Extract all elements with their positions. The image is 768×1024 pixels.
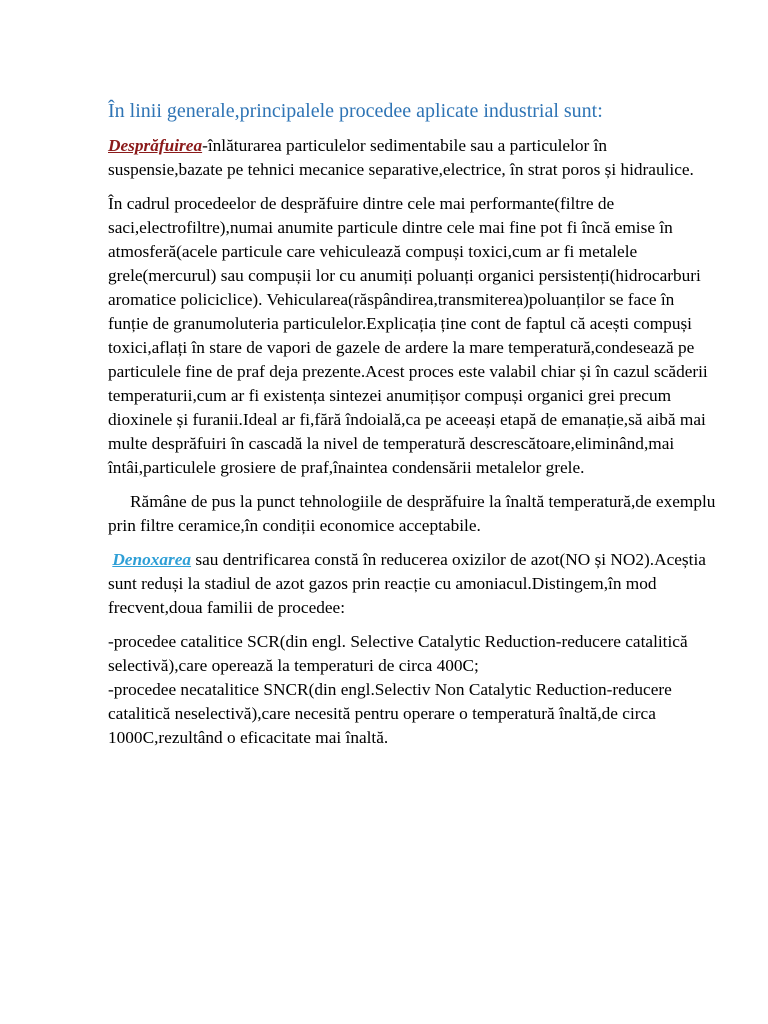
section-heading: În linii generale,principalele procedee aplicate industrial sunt:	[108, 100, 603, 122]
paragraph-desprafuirea-text: -înlăturarea particulelor sedimentabile sau a particulelor în suspensie,bazate pe tehnici mecanice separative,electrice, în strat poros și hidraulice.	[108, 136, 694, 179]
paragraph-desprafuirea	[108, 134, 718, 182]
paragraph-denoxarea	[108, 548, 718, 620]
list-item: -procedee catalitice SCR(din engl. Selective Catalytic Reduction-reducere catalitică selectivă),care operează la temperaturi de circa 400C;	[108, 632, 688, 675]
term-denoxarea: Denoxarea	[112, 550, 192, 569]
list-item: -procedee necatalitice SNCR(din engl.Selectiv Non Catalytic Reduction-reducere catalitică neselectivă),care necesită pentru operare o temperatură înaltă,de circa 1000C,rezultând o eficacitate mai înaltă.	[108, 680, 672, 747]
paragraph-denoxarea-text: sau dentrificarea constă în reducerea oxizilor de azot(NO și NO2).Aceștia sunt reduși la stadiul de azot gazos prin reacție cu amoniacul.Distingem,în mod frecvent,doua familii de procedee:	[108, 550, 706, 617]
paragraph-procedee-desprafuire: În cadrul procedeelor de desprăfuire dintre cele mai performante(filtre de saci,electrofiltre),numai anumite particule dintre cele mai fine pot fi încă emise în atmosferă(acele particule care vehiculează compuși toxici,cum ar fi metalele grele(mercurul) sau compușii lor cu anumiți poluanți organici persistenți(hidrocarburi aromatice policiclice). Vehicularea(răspândirea,transmiterea)poluanților se face în funție de granumoluteria particulelor.Explicația ține cont de faptul că acești compuși toxici,aflați în stare de vapori de gazele de ardere la mare temperatură,condesează pe particulele fine de praf deja prezente.Acest proces este valabil chiar și în cazul scăderii temperaturii,cum ar fi existența sintezei anumițișor compuși organici grei precum dioxinele și furanii.Ideal ar fi,fără îndoială,ca pe aceeași etapă de emanație,să aibă mai multe desprăfuiri în cascadă la nivel de temperatură descrescătoare,eliminând,mai întâi,particulele grosiere de praf,înaintea condensării metalelor grele.	[108, 194, 708, 477]
document-page	[108, 98, 718, 760]
procedee-list	[108, 630, 718, 750]
paragraph-ramane: Rămâne de pus la punct tehnologiile de desprăfuire la înaltă temperatură,de exemplu prin filtre ceramice,în condiții economice acceptabile.	[108, 492, 716, 535]
term-desprafuirea: Desprăfuirea	[108, 136, 203, 155]
